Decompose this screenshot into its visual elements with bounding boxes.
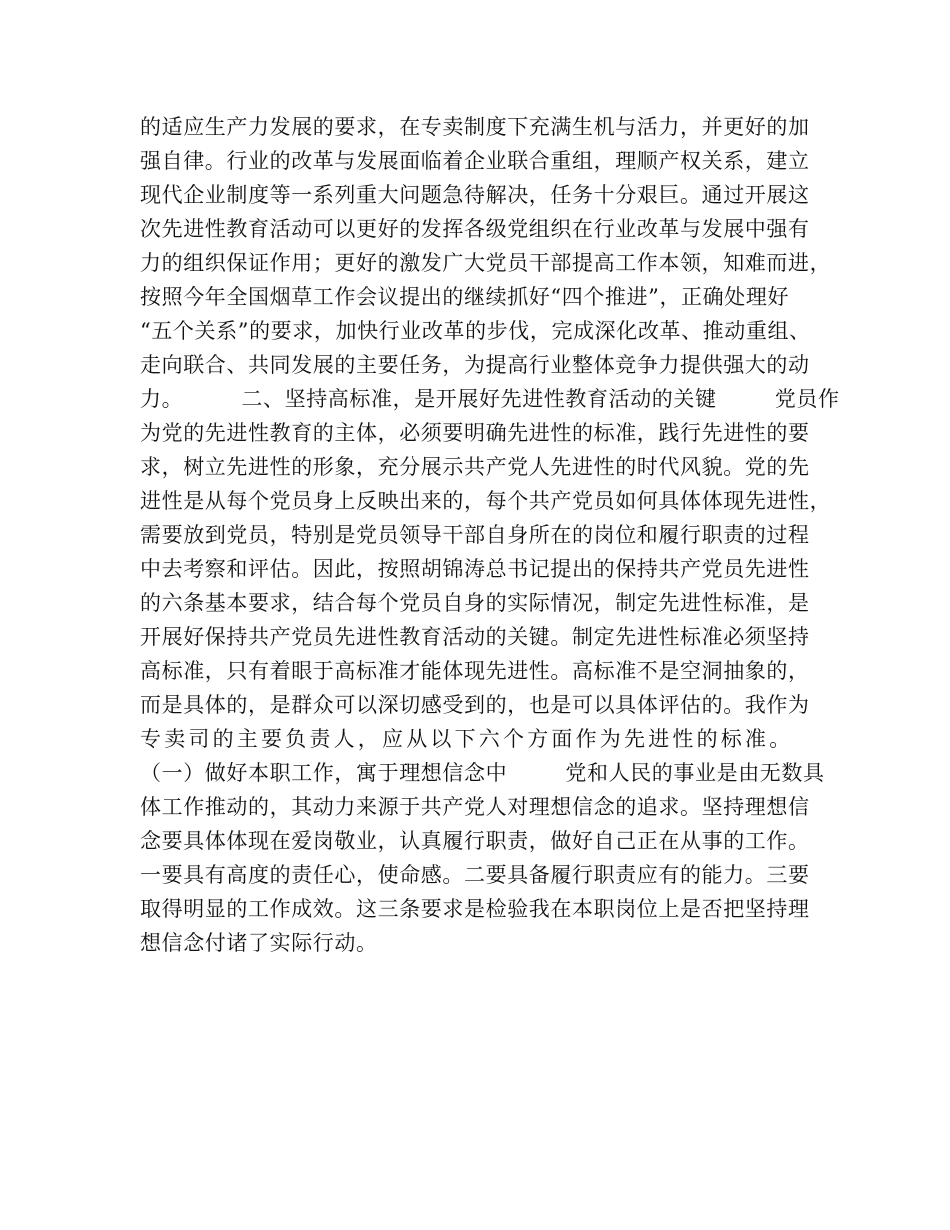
text-line-5: 力的组织保证作用；更好的激发广大党员干部提高工作本领，知难而进， (140, 251, 832, 275)
text-line-6: 按照今年全国烟草工作会议提出的继续抓好“四个推进”，正确处理好 (140, 285, 790, 309)
text-line-18: 而是具体的，是群众可以深切感受到的，也是可以具体评估的。我作为 (140, 693, 810, 717)
text-line-19: 专卖司的主要负责人，应从以下六个方面作为先进性的标准。 (140, 727, 794, 751)
text-line-11: 求，树立先进性的形象，充分展示共产党人先进性的时代风貌。党的先 (140, 455, 810, 479)
text-line-23: 一要具有高度的责任心，使命感。二要具备履行职责应有的能力。三要 (140, 863, 810, 887)
text-line-3: 现代企业制度等一系列重大问题急待解决，任务十分艰巨。通过开展这 (140, 183, 810, 207)
text-line-10: 为党的先进性教育的主体，必须要明确先进性的标准，践行先进性的要 (140, 421, 810, 445)
text-line-25: 想信念付诸了实际行动。 (140, 931, 378, 955)
text-line-13: 需要放到党员，特别是党员领导干部自身所在的岗位和履行职责的过程 (140, 523, 810, 547)
body-text (140, 110, 840, 960)
text-line-1: 的适应生产力发展的要求，在专卖制度下充满生机与活力，并更好的加 (140, 115, 810, 139)
text-line-16: 开展好保持共产党员先进性教育活动的关键。制定先进性标准必须坚持 (140, 625, 810, 649)
section-heading-line: 力。 二、坚持高标准，是开展好先进性教育活动的关键 党员作 (140, 387, 840, 411)
text-line-14: 中去考察和评估。因此，按照胡锦涛总书记提出的保持共产党员先进性 (140, 557, 810, 581)
text-line-2: 强自律。行业的改革与发展面临着企业联合重组，理顺产权关系，建立 (140, 149, 810, 173)
text-line-21: 体工作推动的，其动力来源于共产党人对理想信念的追求。坚持理想信 (140, 795, 810, 819)
text-line-7: “五个关系”的要求，加快行业改革的步伐，完成深化改革、推动重组、 (140, 319, 811, 343)
text-line-24: 取得明显的工作成效。这三条要求是检验我在本职岗位上是否把坚持理 (140, 897, 810, 921)
text-line-17: 高标准，只有着眼于高标准才能体现先进性。高标准不是空洞抽象的， (140, 659, 810, 683)
text-line-8: 走向联合、共同发展的主要任务，为提高行业整体竞争力提供强大的动 (140, 353, 810, 377)
text-line-22: 念要具体体现在爱岗敬业，认真履行职责，做好自己正在从事的工作。 (140, 829, 810, 853)
subsection-heading-line: （一）做好本职工作，寓于理想信念中 党和人民的事业是由无数具 (140, 761, 825, 785)
text-line-4: 次先进性教育活动可以更好的发挥各级党组织在行业改革与发展中强有 (140, 217, 810, 241)
text-line-12: 进性是从每个党员身上反映出来的，每个共产党员如何具体体现先进性， (140, 489, 832, 513)
text-line-15: 的六条基本要求，结合每个党员自身的实际情况，制定先进性标准，是 (140, 591, 810, 615)
